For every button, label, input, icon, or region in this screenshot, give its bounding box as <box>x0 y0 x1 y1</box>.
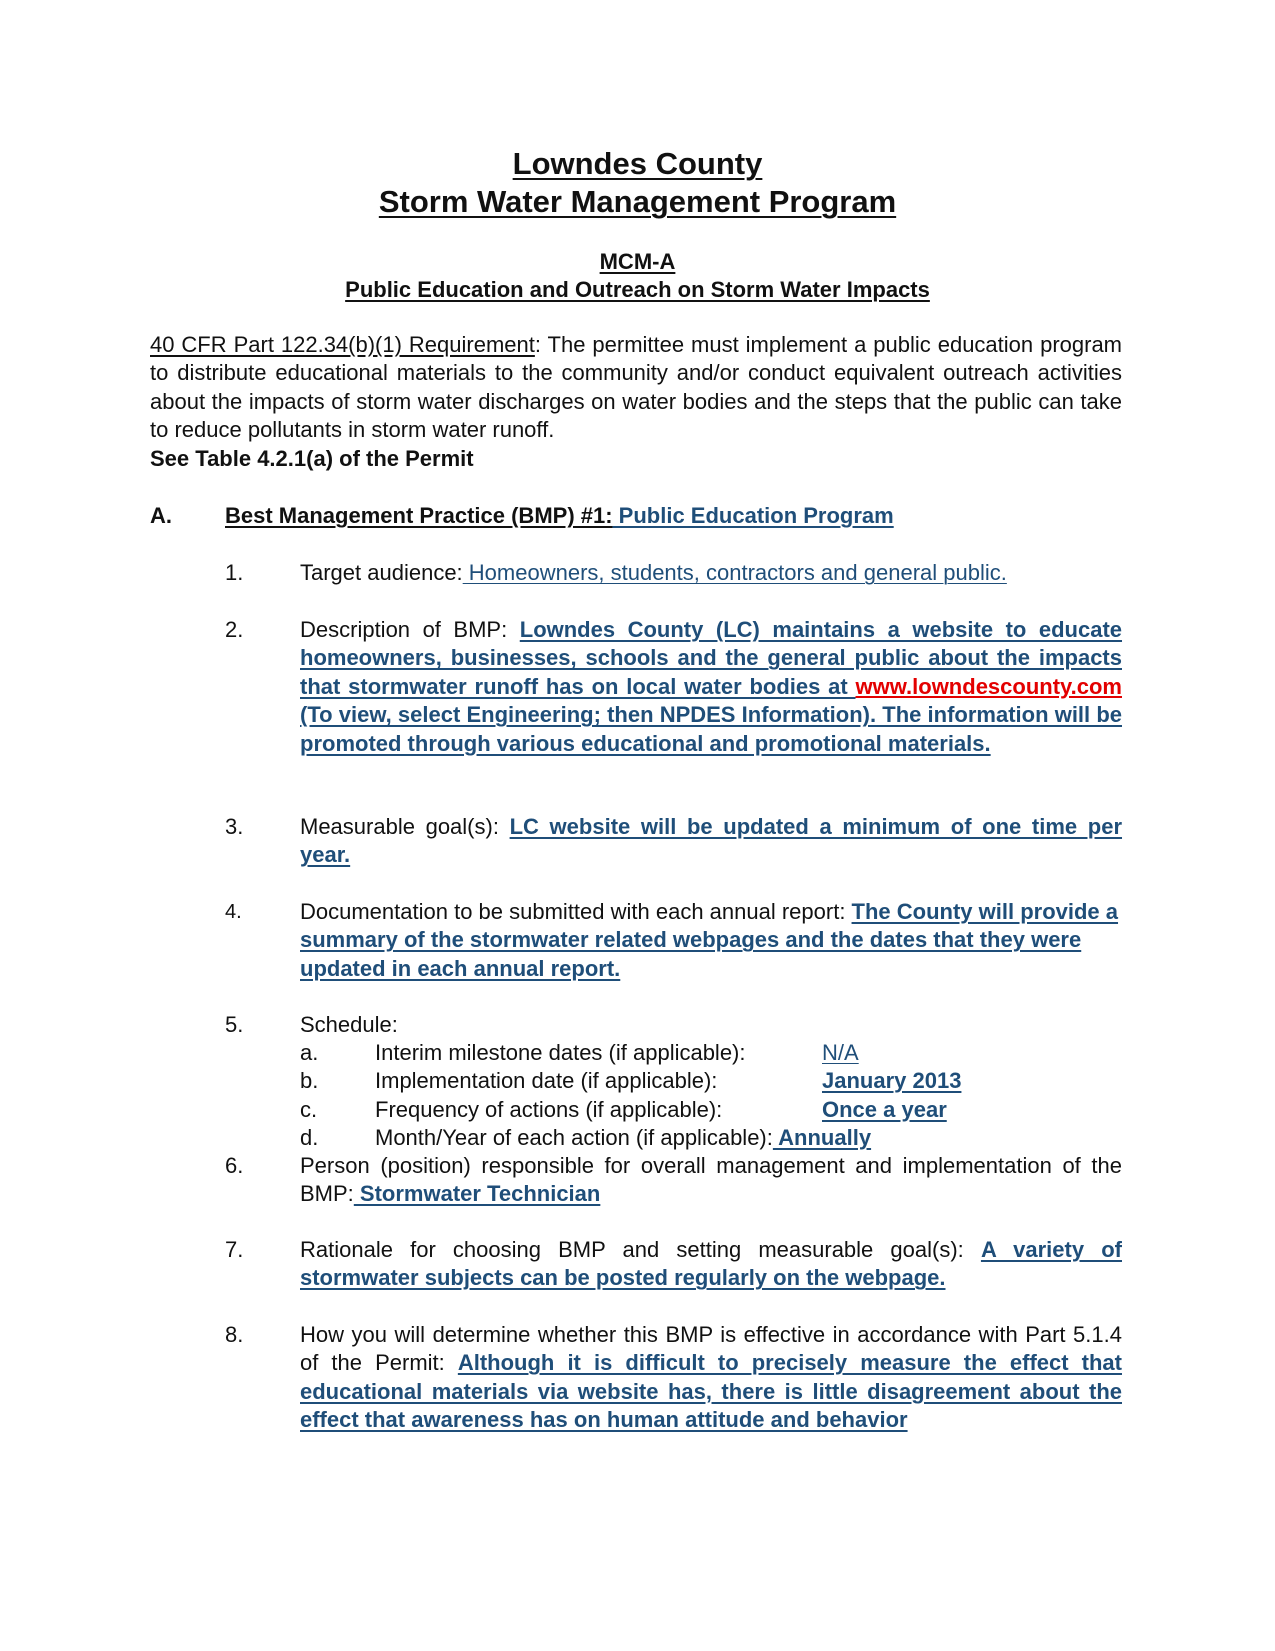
item-number-6: 6. <box>225 1153 244 1178</box>
schedule-letter-c: c. <box>300 1097 318 1122</box>
description-value-part2: (To view, select Engineering; then NPDES Information). The information will be promoted through various educational and promotional materials. <box>300 702 1122 756</box>
schedule-value-month-year: Annually <box>772 1125 872 1150</box>
schedule-label-implementation: Implementation date (if applicable): <box>375 1068 718 1093</box>
section-letter: A. <box>150 503 172 528</box>
schedule-value-implementation: January 2013 <box>822 1068 962 1093</box>
schedule-letter-a: a. <box>300 1040 319 1065</box>
document-title-line2: Storm Water Management Program <box>378 184 897 219</box>
measurable-goals-value: LC website will be updated a minimum of one time per year. <box>300 814 1123 868</box>
website-link[interactable]: www.lowndescounty.com <box>855 673 1122 699</box>
documentation-value: The County will provide a summary of the stormwater related webpages and the dates that they were updated in each annual report. <box>300 899 1119 981</box>
schedule-value-frequency: Once a year <box>822 1097 947 1122</box>
rationale-value: A variety of stormwater subjects can be posted regularly on the webpage. <box>300 1237 1122 1291</box>
mcm-code: MCM-A <box>599 249 676 274</box>
item-target-audience: Target audience: Homeowners, students, contractors and general public. <box>300 560 1007 585</box>
section-heading-value: Public Education Program <box>612 503 894 528</box>
requirement-paragraph: 40 CFR Part 122.34(b)(1) Requirement: The permittee must implement a public education program to distribute educational materials to the community and/or conduct equivalent outreach activities about the impacts of storm water discharges on water bodies and the steps that the public can take to reduce pollutants in storm water runoff. See Table 4.2.1(a) of the Permit <box>150 332 1123 471</box>
schedule-letter-b: b. <box>300 1068 319 1093</box>
item-number-4: 4. <box>225 901 242 923</box>
target-audience-value: Homeowners, students, contractors and general public. <box>462 560 1007 585</box>
item-schedule: Schedule: <box>300 1012 398 1037</box>
schedule-label-month-year: Month/Year of each action (if applicable): Annually <box>375 1125 872 1150</box>
schedule-label-frequency: Frequency of actions (if applicable): <box>375 1097 723 1122</box>
requirement-text: The permittee must implement a public education program to distribute educational materials to the community and/or conduct equivalent outreach activities about the impacts of storm water discharges on water bodies and the steps that the public can take to reduce pollutants in storm water runoff. <box>150 332 1123 443</box>
item-measurable-goals: Measurable goal(s): LC website will be updated a minimum of one time per year. <box>300 814 1123 868</box>
item-number-5: 5. <box>225 1012 244 1037</box>
item-description: Description of BMP: Lowndes County (LC) maintains a website to educate homeowners, businesses, schools and the general public about the impacts that stormwater runoff has on local water bodies at www.lowndescounty.com (To view, select Engineering; then NPDES Information). The information will be promoted through various educational and promotional materials. <box>300 617 1123 756</box>
document-title-line1: Lowndes County <box>512 146 763 181</box>
schedule-label-interim: Interim milestone dates (if applicable): <box>375 1040 746 1065</box>
item-number-1: 1. <box>225 560 244 585</box>
requirement-label: 40 CFR Part 122.34(b)(1) Requirement <box>150 332 535 357</box>
section-heading-label: Best Management Practice (BMP) #1: <box>225 503 613 528</box>
item-responsible-person: Person (position) responsible for overall management and implementation of the BMP: Stormwater Technician <box>300 1153 1122 1207</box>
item-documentation: Documentation to be submitted with each annual report: The County will provide a summary of the stormwater related webpages and the dates that they were updated in each annual report. <box>300 899 1119 981</box>
item-effectiveness: How you will determine whether this BMP is effective in accordance with Part 5.1.4 of the Permit: Although it is difficult to precisely measure the effect that educational materials via website has, there is little disagreement about the effect that awareness has on human attitude and behavior <box>300 1322 1122 1433</box>
schedule-letter-d: d. <box>300 1125 319 1150</box>
mcm-title: Public Education and Outreach on Storm Water Impacts <box>345 277 930 302</box>
description-value-part1: Lowndes County (LC) maintains a website to educate homeowners, businesses, schools and the general public about the impacts that stormwater runoff has on local water bodies at <box>300 617 1123 699</box>
schedule-value-interim: N/A <box>822 1040 859 1065</box>
item-number-2: 2. <box>225 617 244 642</box>
item-number-8: 8. <box>225 1322 244 1347</box>
responsible-person-value: Stormwater Technician <box>353 1181 601 1207</box>
item-rationale: Rationale for choosing BMP and setting measurable goal(s): A variety of stormwater subjects can be posted regularly on the webpage. <box>300 1237 1122 1291</box>
item-number-7: 7. <box>225 1237 244 1262</box>
section-heading <box>225 502 894 530</box>
requirement-reference: See Table 4.2.1(a) of the Permit <box>150 445 474 471</box>
item-number-3: 3. <box>225 814 244 839</box>
effectiveness-value: Although it is difficult to precisely measure the effect that educational materials via website has, there is little disagreement about the effect that awareness has on human attitude and behavior <box>300 1350 1122 1433</box>
